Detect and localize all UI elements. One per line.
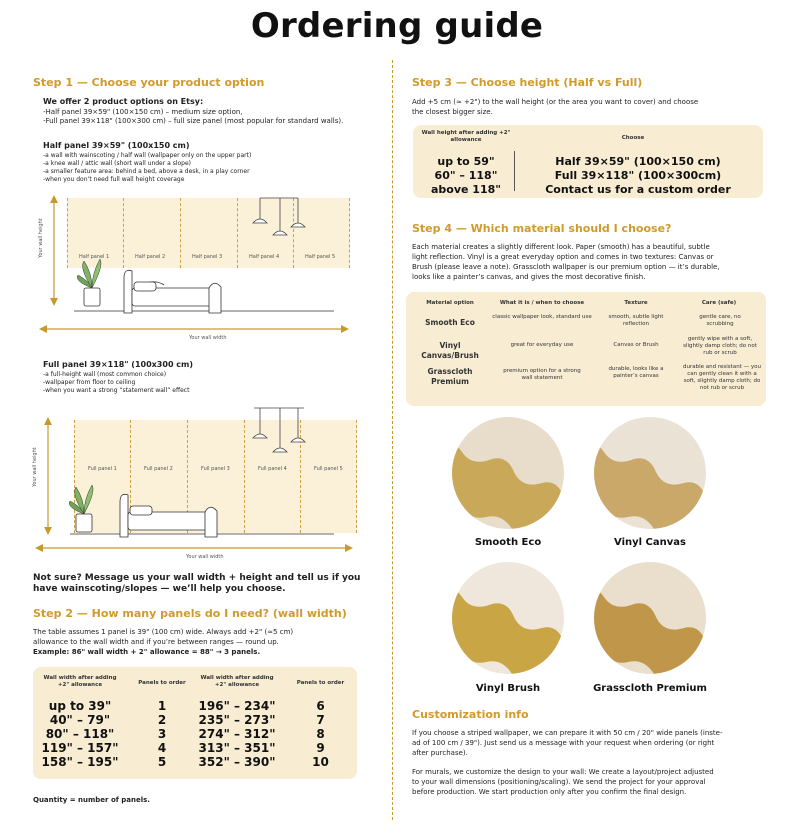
material-care-cell: durable and resistant — you can gently clean it with a soft, slightly damp cloth; do not rub or scrub: [683, 364, 761, 391]
not-sure-note: Not sure? Message us your wall width + height and tell us if you have wainscoting/slopes — we’ll help you choose.: [33, 573, 361, 594]
half-panel-label: Half panel 5: [305, 254, 336, 260]
full-height-label: Your wall height: [32, 447, 38, 487]
custom-p1-line: ad of 100 cm / 39"). Just send us a message with your request when ordering (or right: [412, 739, 715, 747]
half-height-label: Your wall height: [38, 218, 44, 258]
height-range-cell: above 118": [430, 183, 501, 196]
width-range-cell: 352" – 390": [198, 755, 276, 769]
height-choice-cell: Full 39×118" (100×300cm): [554, 169, 722, 182]
swatch-vinyl-canvas: [594, 417, 706, 529]
material-name-cell: Grasscloth Premium: [427, 367, 473, 386]
panel-count-cell: 2: [157, 713, 167, 727]
width-range-cell: up to 39": [48, 699, 112, 713]
full-panel-heading: Full panel 39×118" (100x300 cm): [43, 360, 194, 369]
panel-count-cell: 3: [157, 727, 167, 741]
material-table-header: Care (safe): [701, 300, 737, 306]
custom-p1-line: If you choose a striped wallpaper, we can prepare it with 50 cm / 20" wide panels (inste-: [412, 729, 723, 737]
step4-heading: Step 4 — Which material should I choose?: [412, 222, 672, 235]
full-panel-illustration: [34, 402, 354, 570]
panels-table: [33, 667, 357, 779]
custom-p2-line: For murals, we customize the design to your wall: We create a layout/project adjusted: [412, 768, 714, 776]
panel-count-cell: 7: [316, 713, 325, 727]
quantity-footnote: Quantity = number of panels.: [33, 796, 150, 804]
full-use-line: -a full-height wall (most common choice): [43, 371, 167, 378]
panel-count-cell: 5: [157, 755, 167, 769]
width-range-cell: 119" – 157": [41, 741, 119, 755]
swatch-smooth-eco: [452, 417, 564, 529]
panels-table-header: Wall width after adding +2" allowance: [200, 675, 274, 688]
panel-count-cell: 8: [316, 727, 325, 741]
step1-intro-line: -Full panel 39×118" (100×300 cm) – full size panel (most popular for standard walls).: [43, 117, 344, 125]
panels-table-header: Panels to order: [138, 680, 186, 686]
material-name-cell: Vinyl Canvas/Brush: [421, 341, 479, 360]
material-table-header: Texture: [624, 300, 648, 306]
step1-intro-line: -Half panel 39×59" (100×150 cm) – medium size option,: [43, 108, 243, 116]
custom-p2-line: before production. We start production only after you confirm the final design.: [412, 788, 687, 796]
half-panel-label: Half panel 4: [249, 254, 280, 260]
step3-line: Add +5 cm (≈ +2") to the wall height (or the area you want to cover) and choose: [412, 98, 699, 106]
half-panel-illustration: [34, 193, 354, 348]
panel-count-cell: 1: [157, 699, 167, 713]
material-texture-cell: smooth, subtle light reflection: [608, 314, 664, 327]
panel-count-cell: 4: [157, 741, 167, 755]
swatch-label: Grasscloth Premium: [593, 683, 707, 694]
full-panel-drawing: [34, 402, 354, 570]
height-table: [413, 125, 763, 198]
height-choice-cell: Half 39×59" (100×150 cm): [555, 155, 721, 168]
smooth-eco-pattern: [452, 417, 564, 529]
step4-line: looks like a painter’s canvas, and gives the most decorative finish.: [412, 273, 646, 281]
swatch-label: Vinyl Brush: [475, 683, 541, 694]
step4-line: Each material creates a slightly different look. Paper (smooth) has a beautiful, subtle: [412, 243, 710, 251]
full-use-line: -when you want a strong “statement wall” effect: [43, 387, 190, 394]
half-panel-label: Half panel 1: [79, 254, 110, 260]
full-panel-label: Full panel 1: [88, 466, 117, 472]
step1-intro-bold: We offer 2 product options on Etsy:: [43, 97, 204, 106]
full-panel-label: Full panel 2: [144, 466, 173, 472]
panel-count-cell: 10: [312, 755, 329, 769]
step4-line: Brush (please leave a note). Grasscloth wallpaper is our premium option — it’s durable,: [412, 263, 720, 271]
half-panel-label: Half panel 3: [192, 254, 223, 260]
half-use-line: -a smaller feature area: behind a bed, above a desk, in a play corner: [43, 168, 250, 175]
column-divider: [392, 60, 393, 820]
full-panel-label: Full panel 4: [258, 466, 287, 472]
material-table: [406, 292, 766, 406]
step3-line: the closest bigger size.: [412, 108, 493, 116]
page-title: Ordering guide: [250, 6, 544, 46]
material-care-cell: gentle care, no scrubbing: [699, 314, 741, 327]
panels-table-header: Wall width after adding +2" allowance: [43, 675, 117, 688]
full-panel-label: Full panel 3: [201, 466, 230, 472]
half-use-line: -when you don’t need full wall height coverage: [43, 176, 185, 183]
width-range-cell: 196" – 234": [198, 699, 276, 713]
material-what-cell: premium option for a strong wall statement: [503, 368, 581, 381]
custom-p2-line: to your wall dimensions (positioning/scaling). We send the project for your approval: [412, 778, 706, 786]
step3-heading: Step 3 — Choose height (Half vs Full): [412, 76, 643, 89]
half-panel-heading: Half panel 39×59" (100x150 cm): [43, 141, 190, 150]
full-width-label: Your wall width: [186, 554, 224, 560]
half-panel-drawing: [34, 193, 354, 348]
swatch-label: Smooth Eco: [474, 537, 542, 548]
height-choice-cell: Contact us for a custom order: [545, 183, 731, 196]
customization-heading: Customization info: [412, 708, 529, 721]
material-what-cell: classic wallpaper look, standard use: [492, 314, 592, 320]
grasscloth-pattern: [594, 562, 706, 674]
material-what-cell: great for everyday use: [510, 342, 574, 348]
height-table-header: Choose: [621, 135, 645, 141]
material-texture-cell: Canvas or Brush: [613, 342, 659, 348]
swatch-label: Vinyl Canvas: [614, 537, 686, 548]
full-use-line: -wallpaper from floor to ceiling: [43, 379, 136, 386]
material-table-header: What it is / when to choose: [499, 300, 585, 306]
panel-count-cell: 6: [316, 699, 325, 713]
height-table-header: Wall height after adding +2" allowance: [421, 130, 511, 143]
width-range-cell: 313" – 351": [198, 741, 276, 755]
step1-heading: Step 1 — Choose your product option: [33, 76, 265, 89]
panel-divider: [356, 420, 357, 533]
step2-heading: Step 2 — How many panels do I need? (wall width): [33, 607, 347, 620]
vinyl-brush-pattern: [452, 562, 564, 674]
height-range-cell: up to 59": [437, 155, 495, 168]
custom-p1-line: after purchase).: [412, 749, 468, 757]
panels-table-header: Panels to order: [296, 680, 345, 686]
material-name-cell: Smooth Eco: [425, 318, 475, 327]
vinyl-canvas-pattern: [594, 417, 706, 529]
step2-line: The table assumes 1 panel is 39" (100 cm) wide. Always add +2" (≈5 cm): [33, 628, 294, 636]
half-use-line: -a wall with wainscoting / half wall (wallpaper only on the upper part): [43, 152, 252, 159]
panel-count-cell: 9: [316, 741, 325, 755]
material-table-header: Material option: [426, 300, 474, 306]
swatch-grasscloth-premium: [594, 562, 706, 674]
full-panel-label: Full panel 5: [314, 466, 343, 472]
width-range-cell: 40" – 79": [49, 713, 111, 727]
material-texture-cell: durable, looks like a painter’s canvas: [608, 366, 664, 379]
half-width-label: Your wall width: [189, 335, 227, 341]
width-range-cell: 158" – 195": [41, 755, 119, 769]
half-use-line: -a knee wall / attic wall (short wall under a slope): [43, 160, 192, 167]
step2-example: Example: 86" wall width + 2" allowance = 88" → 3 panels.: [33, 648, 261, 656]
height-range-cell: 60" – 118": [434, 169, 498, 182]
width-range-cell: 235" – 273": [198, 713, 276, 727]
half-panel-label: Half panel 2: [135, 254, 166, 260]
height-table-separator: [514, 151, 515, 191]
swatch-vinyl-brush: [452, 562, 564, 674]
step2-line: allowance to the wall width and if you’re between ranges — round up.: [33, 638, 279, 646]
width-range-cell: 274" – 312": [198, 727, 276, 741]
material-care-cell: gently wipe with a soft, slightly damp cloth; do not rub or scrub: [683, 336, 757, 356]
width-range-cell: 80" – 118": [45, 727, 115, 741]
step4-line: light reflection. Vinyl is a great everyday option and comes in two textures: Canvas or: [412, 253, 714, 261]
